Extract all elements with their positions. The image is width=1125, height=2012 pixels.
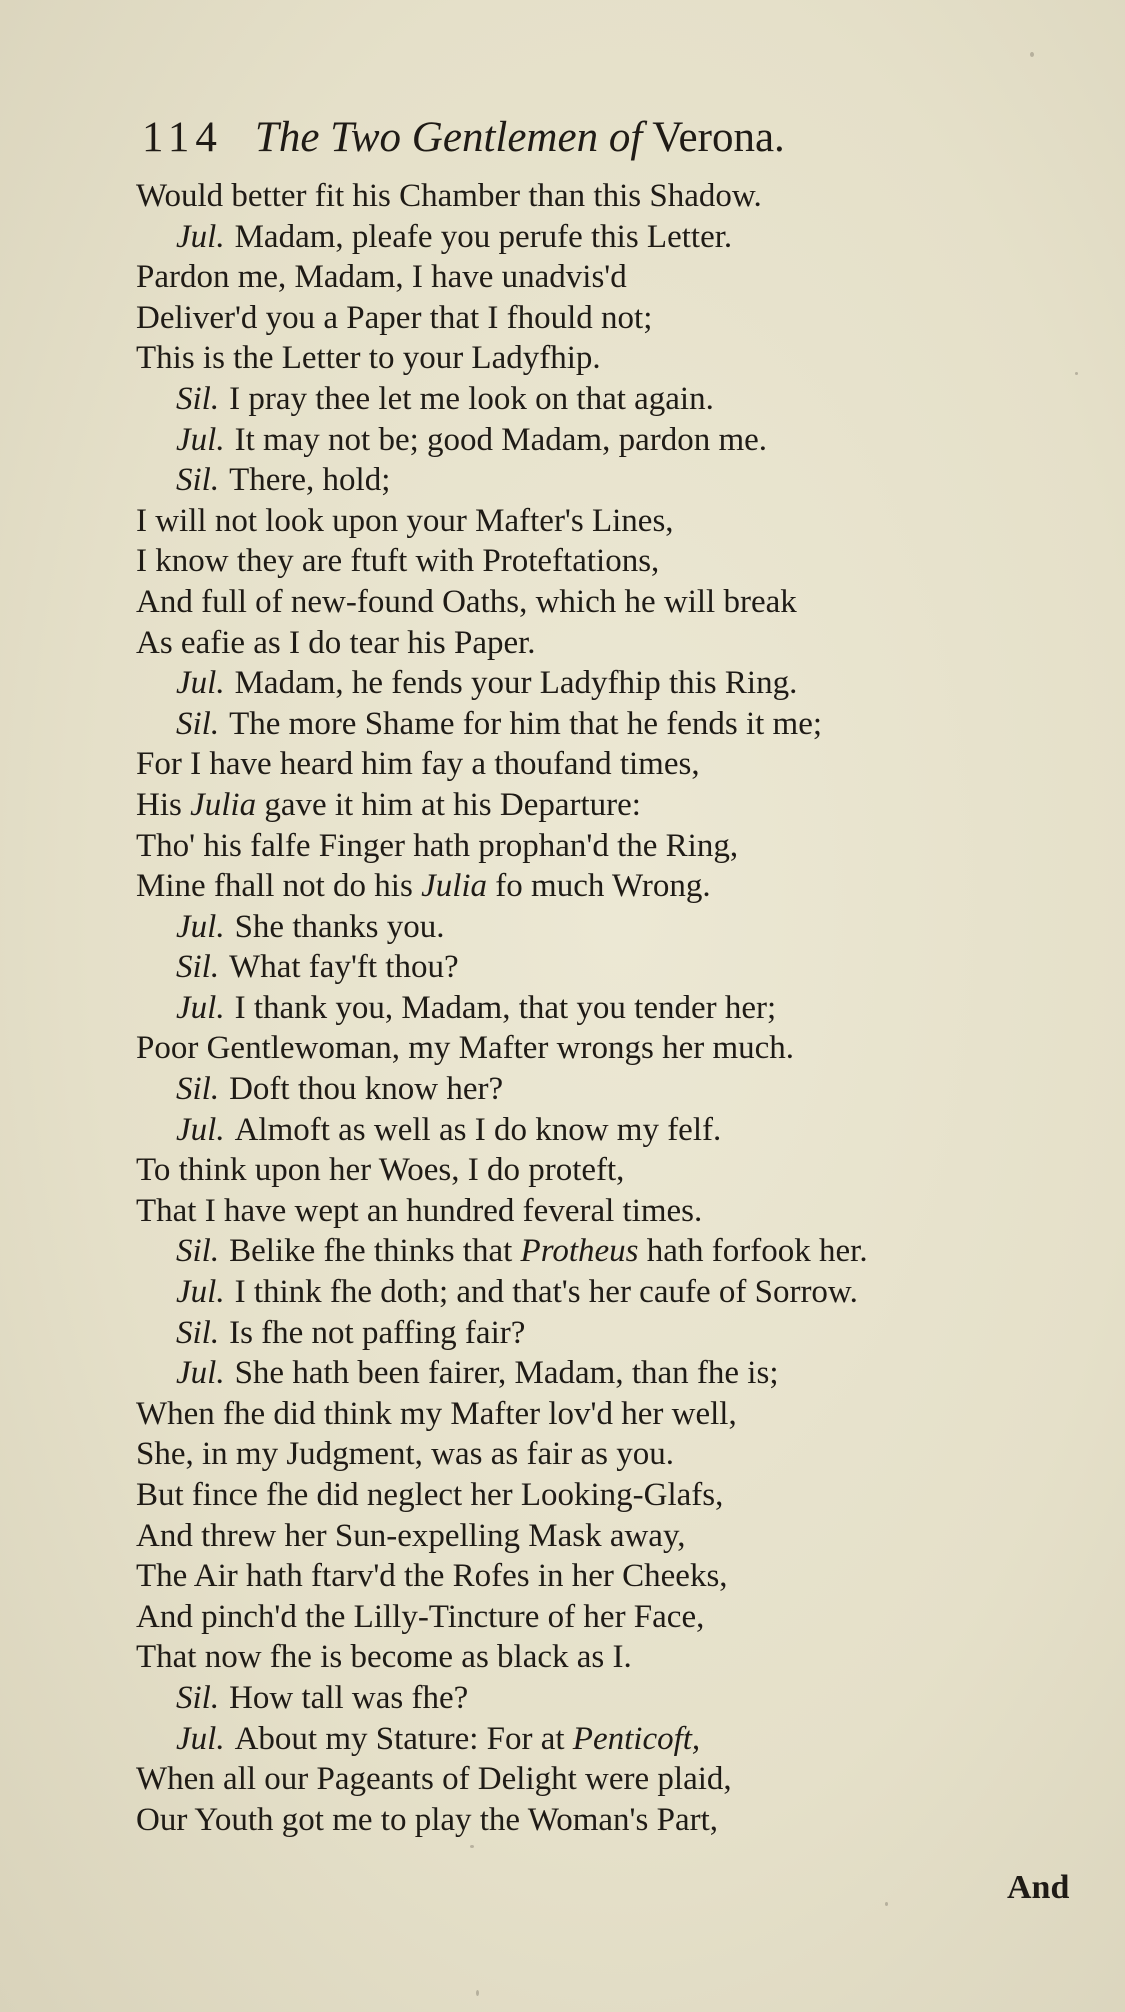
speech-line (136, 1313, 1076, 1354)
line-text: I think fhe doth; and that's her caufe of Sorrow. (234, 1274, 858, 1311)
italic-name: Julia (190, 786, 257, 823)
speaker-name: Sil. (176, 705, 220, 742)
verse-line (136, 257, 1076, 298)
line-text: fo much Wrong. (487, 868, 711, 905)
italic-name: Julia (421, 868, 488, 905)
line-text: Madam, pleafe you perufe this Letter. (234, 218, 733, 255)
verse-line (136, 1516, 1076, 1557)
line-text: That I have wept an hundred feveral times. (136, 1192, 703, 1229)
line-text: I know they are ftuft with Proteftations, (136, 543, 660, 580)
verse-line (136, 1191, 1076, 1232)
speech-line (136, 663, 1076, 704)
paper-speck (476, 1990, 479, 1996)
verse-line (136, 866, 1076, 907)
speaker-name: Jul. (176, 1111, 225, 1148)
line-text: To think upon her Woes, I do proteft, (136, 1152, 625, 1189)
line-text: hath forfook her. (638, 1233, 868, 1270)
paper-speck (1075, 372, 1078, 375)
speaker-name: Sil. (176, 949, 220, 986)
italic-name: Penticoft, (572, 1720, 701, 1757)
line-text: When fhe did think my Mafter lov'd her well, (136, 1395, 737, 1432)
line-text: It may not be; good Madam, pardon me. (234, 421, 768, 458)
verse-line (136, 1028, 1076, 1069)
verse-line (136, 744, 1076, 785)
verse-line (136, 176, 1076, 217)
line-text: Would better fit his Chamber than this Shadow. (136, 178, 762, 214)
verse-line (136, 1434, 1076, 1475)
italic-name: Protheus (520, 1233, 639, 1270)
line-text: Our Youth got me to play the Woman's Part, (136, 1801, 718, 1838)
header-title: The Two Gentlemen of (254, 114, 643, 161)
speech-line (136, 1719, 1076, 1760)
line-text: There, hold; (229, 462, 391, 499)
speaker-name: Jul. (176, 665, 225, 702)
verse-line (136, 1556, 1076, 1597)
speech-line (136, 1231, 1076, 1272)
line-text: I pray thee let me look on that again. (229, 380, 714, 417)
speech-line (136, 379, 1076, 420)
running-header (142, 108, 942, 168)
paper-speck (1030, 52, 1034, 57)
line-text: Deliver'd you a Paper that I fhould not; (136, 299, 653, 336)
speaker-name: Sil. (176, 1071, 220, 1108)
line-text: She thanks you. (234, 908, 445, 945)
verse-line (136, 582, 1076, 623)
verse-line (136, 298, 1076, 339)
line-text: But fince fhe did neglect her Looking-Glafs, (136, 1477, 724, 1513)
speech-line (136, 1272, 1076, 1313)
line-text: I thank you, Madam, that you tender her; (234, 989, 777, 1026)
line-text: She hath been fairer, Madam, than fhe is; (234, 1355, 779, 1392)
line-text: The more Shame for him that he fends it me; (229, 705, 823, 742)
paper-speck (885, 1902, 888, 1906)
verse-line (136, 1475, 1076, 1516)
line-text: When all our Pageants of Delight were plaid, (136, 1761, 732, 1798)
line-text: Doft thou know her? (229, 1071, 504, 1108)
speech-line (136, 420, 1076, 461)
line-text: His (136, 786, 191, 823)
speaker-name: Jul. (176, 908, 225, 945)
line-text: Belike fhe thinks that (229, 1233, 521, 1270)
line-text: I will not look upon your Mafter's Lines, (136, 502, 674, 539)
line-text: That now fhe is become as black as I. (136, 1639, 632, 1676)
speaker-name: Sil. (176, 1679, 220, 1716)
speech-line (136, 1069, 1076, 1110)
verse-line (136, 826, 1076, 867)
verse-line (136, 1759, 1076, 1800)
verse-line (136, 541, 1076, 582)
speaker-name: Jul. (176, 218, 225, 255)
line-text: And threw her Sun-expelling Mask away, (136, 1517, 686, 1554)
speaker-name: Jul. (176, 421, 225, 458)
catchword: And (1007, 1869, 1070, 1906)
line-text: Tho' his falfe Finger hath prophan'd the Ring, (136, 827, 739, 864)
line-text: Almoft as well as I do know my felf. (234, 1111, 722, 1148)
verse-line (136, 338, 1076, 379)
header-title-place: Verona. (652, 114, 785, 161)
page-number: 114 (142, 114, 223, 161)
speech-line (136, 1353, 1076, 1394)
paper-speck (470, 1845, 474, 1848)
speech-line (136, 907, 1076, 948)
speaker-name: Jul. (176, 989, 225, 1026)
speaker-name: Sil. (176, 1233, 220, 1270)
verse-line (136, 785, 1076, 826)
verse-line (136, 1800, 1076, 1841)
line-text: As eafie as I do tear his Paper. (136, 624, 536, 661)
line-text: The Air hath ftarv'd the Rofes in her Cheeks, (136, 1558, 728, 1595)
verse-line (136, 1637, 1076, 1678)
line-text: What fay'ft thou? (229, 949, 459, 986)
play-text (136, 176, 1076, 1840)
verse-line (136, 1394, 1076, 1435)
verse-line (136, 501, 1076, 542)
speech-line (136, 947, 1076, 988)
speaker-name: Jul. (176, 1720, 225, 1757)
line-text: gave it him at his Departure: (256, 786, 641, 823)
line-text: About my Stature: For at (234, 1720, 573, 1757)
line-text: Madam, he fends your Ladyfhip this Ring. (234, 665, 798, 702)
verse-line (136, 1150, 1076, 1191)
verse-line (136, 623, 1076, 664)
line-text: For I have heard him fay a thoufand times, (136, 746, 700, 783)
speech-line (136, 988, 1076, 1029)
speech-line (136, 1678, 1076, 1719)
line-text: And pinch'd the Lilly-Tincture of her Face, (136, 1598, 705, 1635)
line-text: Poor Gentlewoman, my Mafter wrongs her much. (136, 1030, 795, 1067)
line-text: Mine fhall not do his (136, 868, 422, 905)
speech-line (136, 1110, 1076, 1151)
line-text: This is the Letter to your Ladyfhip. (136, 340, 601, 377)
speaker-name: Sil. (176, 380, 220, 417)
line-text: Pardon me, Madam, I have unadvis'd (136, 259, 627, 296)
line-text: She, in my Judgment, was as fair as you. (136, 1436, 675, 1473)
line-text: And full of new-found Oaths, which he will break (136, 583, 797, 620)
speaker-name: Jul. (176, 1274, 225, 1311)
speech-line (136, 217, 1076, 258)
speaker-name: Sil. (176, 462, 220, 499)
verse-line (136, 1597, 1076, 1638)
line-text: Is fhe not paffing fair? (229, 1314, 526, 1351)
line-text: How tall was fhe? (229, 1679, 469, 1716)
speech-line (136, 704, 1076, 745)
speech-line (136, 460, 1076, 501)
speaker-name: Jul. (176, 1355, 225, 1392)
speaker-name: Sil. (176, 1314, 220, 1351)
